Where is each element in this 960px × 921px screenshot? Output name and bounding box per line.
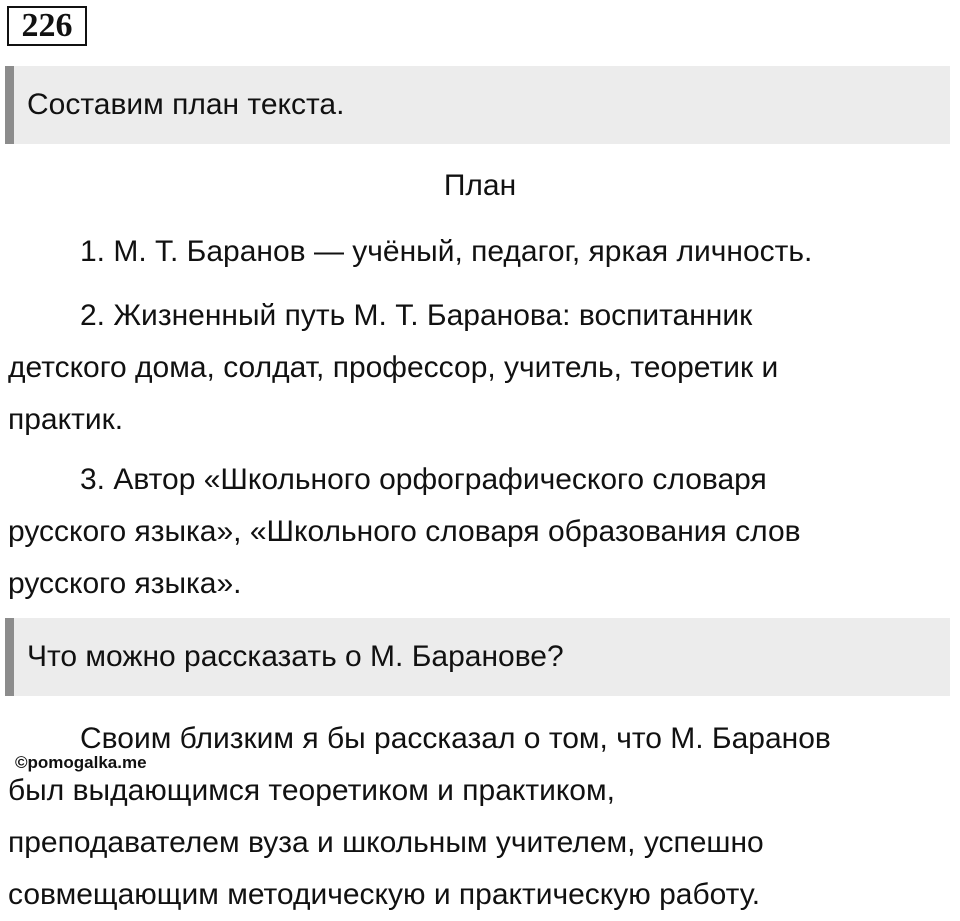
plan-title: План [443, 169, 517, 202]
watermark-text: ©pomogalka.me [15, 753, 147, 772]
section-heading-plan [5, 66, 950, 144]
task-number-badge: 226 [7, 6, 87, 46]
plan-item-line: 2. Жизненный путь М. Т. Баранова: воспитанник [80, 299, 753, 332]
plan-item-line: русского языка», «Школьного словаря образования слов [8, 515, 801, 548]
answer-line: был выдающимся теоретиком и практиком, [8, 774, 615, 807]
section-heading-text: Составим план текста. [27, 88, 345, 121]
answer-paragraph [8, 713, 953, 921]
answer-line: совмещающим методическую и практическую работу. [8, 878, 761, 911]
plan-item-line: 1. М. Т. Баранов — учёный, педагог, яркая личность. [80, 235, 813, 268]
plan-item-2 [8, 290, 953, 446]
answer-line: преподавателем вуза и школьным учителем, успешно [8, 826, 764, 859]
plan-item-line: русского языка». [8, 567, 242, 600]
plan-item-3 [8, 454, 953, 610]
section-heading-text: Что можно рассказать о М. Баранове? [27, 640, 564, 673]
plan-item-1 [8, 226, 953, 278]
plan-item-line: 3. Автор «Школьного орфографического словаря [80, 463, 767, 496]
plan-item-line: детского дома, солдат, профессор, учитель, теоретик и [8, 351, 779, 384]
answer-line: Своим близким я бы рассказал о том, что М. Баранов [80, 722, 831, 755]
plan-item-line: практик. [8, 403, 124, 436]
section-heading-question [5, 618, 950, 696]
